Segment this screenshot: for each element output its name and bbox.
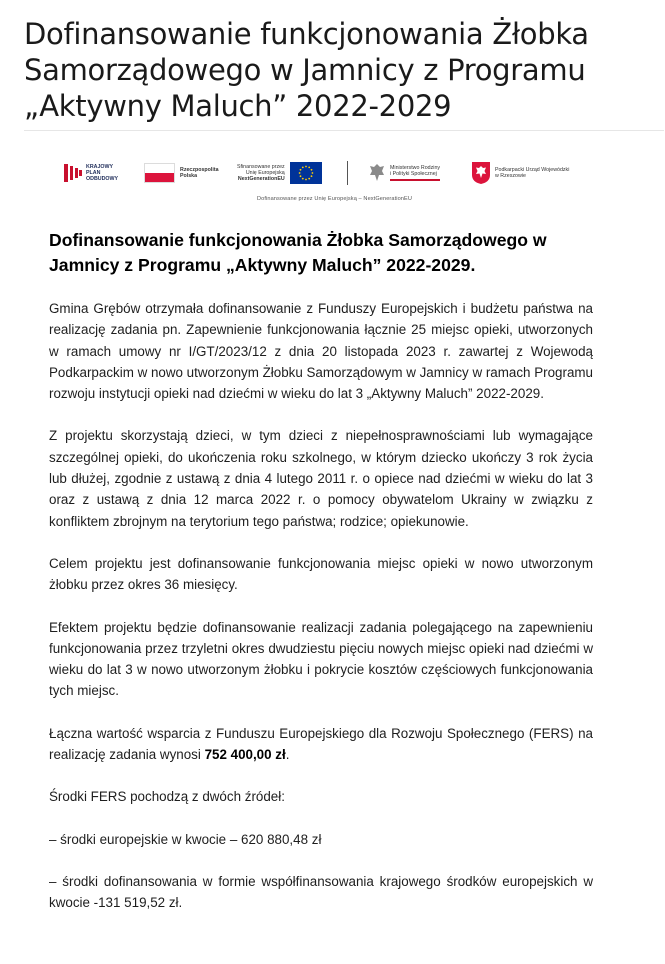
polish-coat-of-arms-icon xyxy=(471,161,491,185)
article-body xyxy=(49,228,593,935)
article-paragraph-5 xyxy=(49,723,593,766)
mrips-line-2: i Polityki Społecznej xyxy=(390,171,437,177)
eu-line-2: Unię Europejską xyxy=(245,170,285,176)
puw-line-1: Podkarpacki Urząd Wojewódzki xyxy=(495,167,570,173)
article-heading: Dofinansowanie funkcjonowania Żłobka Samorządowego w Jamnicy z Programu „Aktywny Maluch” 2022-2029. xyxy=(49,230,547,275)
polish-flag-icon xyxy=(144,163,175,183)
page-title: Dofinansowanie funkcjonowania Żłobka Samorządowego w Jamnicy z Programu „Aktywny Maluch” 2022-2029 xyxy=(24,17,589,123)
voivodeship-office-logo xyxy=(471,158,569,188)
eu-line-3: NextGenerationEU xyxy=(237,176,285,182)
puw-line-2: w Rzeszowie xyxy=(495,173,526,179)
funding-logo-bar xyxy=(62,158,607,208)
article-paragraph-7: – środki europejskie w kwocie – 620 880,48 zł xyxy=(49,831,322,847)
ministry-logo xyxy=(368,158,440,188)
kpo-line-2: PLAN xyxy=(86,170,101,176)
article-paragraph-3: Celem projektu jest dofinansowanie funkcjonowania miejsc opieki w nowo utworzonym żłobku przez okres 36 miesięcy. xyxy=(49,555,593,593)
eu-line-1: Sfinansowane przez xyxy=(237,164,285,170)
kpo-line-3: ODBUDOWY xyxy=(86,176,119,182)
article-paragraph-1: Gmina Grębów otrzymała dofinansowanie z Funduszy Europejskich i budżetu państwa na realizację zadania pn. Zapewnienie funkcjonowania łącznie 25 miejsc opieki, utworzonych w ramach umowy nr I/GT/2023/12 z dnia 20 listopada 2023 r. zawartej z Wojewodą Podkarpackim w nowo utworzonym Żłobku Samorządowym w Jamnicy w ramach Programu rozwoju instytucji opieki nad dziećmi w wieku do lat 3 „Aktywny Maluch” 2022-2029. xyxy=(49,301,593,402)
rp-line-2: Polska xyxy=(180,173,198,179)
funding-total-text: Łączna wartość wsparcia z Funduszu Europejskiego dla Rozwoju Społecznego (FERS) na realizację zadania wynosi xyxy=(49,725,593,763)
article-paragraph-8: – środki dofinansowania w formie współfinansowania krajowego środków europejskich w kwocie -131 519,52 zł. xyxy=(49,873,593,911)
logo-divider xyxy=(347,161,348,185)
funding-total-amount: 752 400,00 zł xyxy=(204,747,286,763)
eu-flag-icon xyxy=(290,162,322,184)
kpo-emblem-icon xyxy=(64,161,82,185)
article-paragraph-4: Efektem projektu będzie dofinansowanie realizacji zadania polegającego na zapewnieniu funkcjonowania przez trzyletni okres dwudziestu pięciu nowych miejsc opieki nad dziećmi w wieku do lat 3 w nowo utworzonym żłobku i pokrycie kosztów częściowych funkcjonowania tych miejsc. xyxy=(49,619,593,699)
funding-total-suffix: . xyxy=(285,747,290,763)
mrips-line-1: Ministerstwo Rodziny xyxy=(390,165,441,171)
funding-note: Dofinansowane przez Unię Europejską – NextGenerationEU xyxy=(257,196,412,202)
article-paragraph-2: Z projektu skorzystają dzieci, w tym dzieci z niepełnosprawnościami lub wymagające szczególnej opieki, do ukończenia roku szkolnego, w którym dziecko ukończy 3 rok życia lub dłużej, zgodnie z ustawą z dnia 4 lutego 2011 r. o opiece nad dziećmi w wieku do lat 3 oraz z ustawą z dnia 12 marca 2022 r. o pomocy obywatelom Ukrainy w związku z konfliktem zbrojnym na terytorium tego państwa; rodzice; opiekunowie. xyxy=(49,428,593,529)
eagle-emblem-icon xyxy=(368,162,386,184)
kpo-logo xyxy=(64,158,118,188)
kpo-line-1: KRAJOWY xyxy=(86,164,114,170)
title-divider xyxy=(24,130,664,131)
rp-line-1: Rzeczpospolita xyxy=(180,167,219,173)
article-paragraph-6: Środki FERS pochodzą z dwóch źródeł: xyxy=(49,789,285,805)
eu-logo xyxy=(237,158,322,188)
rzeczpospolita-logo xyxy=(144,158,219,188)
